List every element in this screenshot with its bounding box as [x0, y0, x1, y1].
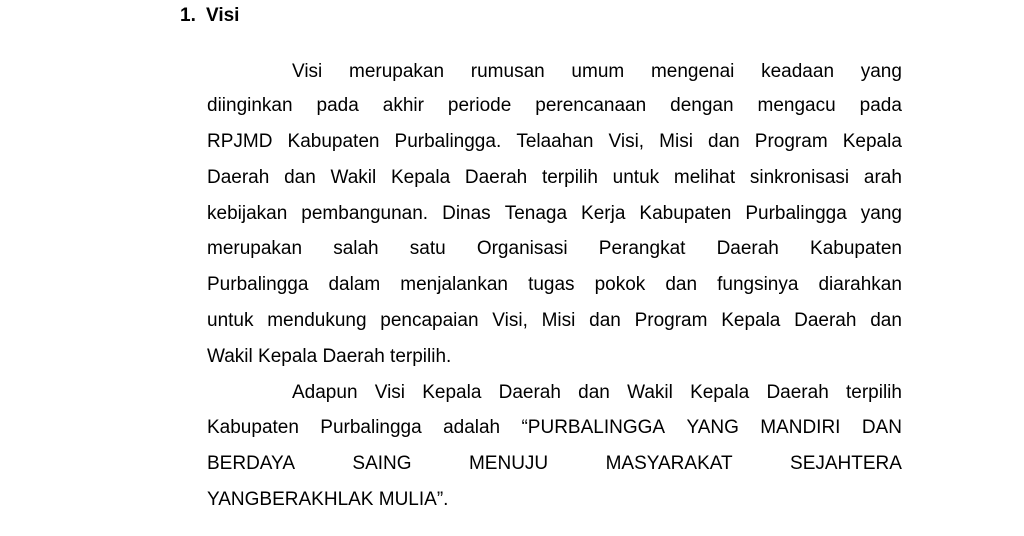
word: Daerah [498, 382, 561, 403]
word: pembangunan. [301, 203, 429, 224]
word: keadaan [761, 61, 835, 82]
word: Kepala [390, 167, 451, 188]
word: Telaahan [516, 131, 594, 152]
word: Kabupaten [287, 131, 380, 152]
word: untuk [612, 167, 660, 188]
word: Tenaga [504, 203, 568, 224]
word: melihat [673, 167, 736, 188]
word: SEJAHTERA [790, 453, 902, 474]
word: MENUJU [468, 453, 549, 474]
paragraph-1-line-6 [207, 237, 902, 261]
word: mendukung [267, 310, 367, 331]
word: sinkronisasi [749, 167, 850, 188]
word: dan [578, 382, 610, 403]
word: dan [665, 274, 698, 295]
word: MASYARAKAT [605, 453, 733, 474]
word: Kepala [721, 310, 781, 331]
word: YANG [686, 417, 739, 438]
word: salah [333, 238, 379, 259]
paragraph-2-line-1 [292, 381, 902, 405]
word: akhir [382, 95, 424, 116]
word: adalah [443, 417, 501, 438]
word: BERDAYA [207, 453, 295, 474]
word: Adapun [292, 382, 358, 403]
paragraph-1-line-4 [207, 166, 902, 190]
word: Kabupaten [207, 417, 299, 438]
word: Kabupaten [810, 238, 902, 259]
word: “PURBALINGGA [521, 417, 666, 438]
word: Program [754, 131, 828, 152]
word: Daerah [766, 382, 829, 403]
word: yang [860, 203, 902, 224]
word: Visi [292, 61, 323, 82]
word: umum [571, 61, 625, 82]
word: satu [409, 238, 446, 259]
word: fungsinya [717, 274, 799, 295]
word: Purbalingga. [394, 131, 502, 152]
word: Kepala [422, 382, 482, 403]
word: Daerah [794, 310, 857, 331]
paragraph-1-line-2 [207, 94, 902, 118]
word: periode [447, 95, 512, 116]
word: diinginkan [207, 95, 293, 116]
word: mengenai [650, 61, 735, 82]
word: Daerah [464, 167, 528, 188]
word: pencapaian [380, 310, 479, 331]
word: tugas [528, 274, 575, 295]
paragraph-1-line-8 [207, 309, 902, 333]
word: dan [589, 310, 621, 331]
word: pada [316, 95, 359, 116]
word: arah [863, 167, 902, 188]
word: Visi, [608, 131, 645, 152]
word: dan [284, 167, 316, 188]
word: Misi [659, 131, 693, 152]
word: untuk [207, 310, 254, 331]
word: pokok [594, 274, 646, 295]
word: Dinas [442, 203, 491, 224]
word: mengacu [757, 95, 836, 116]
word: Visi, [492, 310, 528, 331]
word: Misi [541, 310, 576, 331]
word: Purbalingga [745, 203, 847, 224]
word: MANDIRI [760, 417, 841, 438]
word: terpilih [846, 382, 902, 403]
word: Purbalingga [207, 274, 309, 295]
word: Daerah [207, 167, 270, 188]
word: kebijakan [207, 203, 288, 224]
word: dan [870, 310, 902, 331]
word: Daerah [716, 238, 779, 259]
word: Kabupaten [639, 203, 732, 224]
section-heading [180, 4, 239, 28]
word: dengan [670, 95, 734, 116]
word: Organisasi [476, 238, 568, 259]
word: Wakil [330, 167, 377, 188]
word: RPJMD [207, 131, 273, 152]
word: pada [859, 95, 902, 116]
word: perencanaan [535, 95, 647, 116]
word: Program [634, 310, 708, 331]
paragraph-1-line-9: Wakil Kepala Daerah terpilih. [207, 346, 452, 367]
section-number: 1. [180, 5, 196, 26]
word: dalam [328, 274, 381, 295]
word: Kepala [690, 382, 750, 403]
word: menjalankan [400, 274, 509, 295]
word: DAN [861, 417, 902, 438]
word: Perangkat [598, 238, 686, 259]
paragraph-1-line-5 [207, 202, 902, 226]
word: merupakan [349, 61, 445, 82]
word: dan [708, 131, 740, 152]
section-title: Visi [206, 5, 240, 26]
word: terpilih [541, 167, 598, 188]
word: SAING [352, 453, 412, 474]
word: rumusan [470, 61, 545, 82]
word: Wakil [627, 382, 673, 403]
paragraph-1-line-1 [292, 60, 902, 84]
paragraph-2-line-4: YANGBERAKHLAK MULIA”. [207, 489, 449, 510]
word: Purbalingga [320, 417, 422, 438]
paragraph-1-line-7 [207, 273, 902, 297]
paragraph-2-line-2 [207, 416, 902, 440]
word: merupakan [207, 238, 303, 259]
word: Visi [374, 382, 406, 403]
word: diarahkan [818, 274, 902, 295]
word: Kepala [842, 131, 902, 152]
paragraph-1-line-3 [207, 130, 902, 154]
paragraph-2-line-3 [207, 452, 902, 476]
word: yang [860, 61, 902, 82]
word: Kerja [581, 203, 626, 224]
